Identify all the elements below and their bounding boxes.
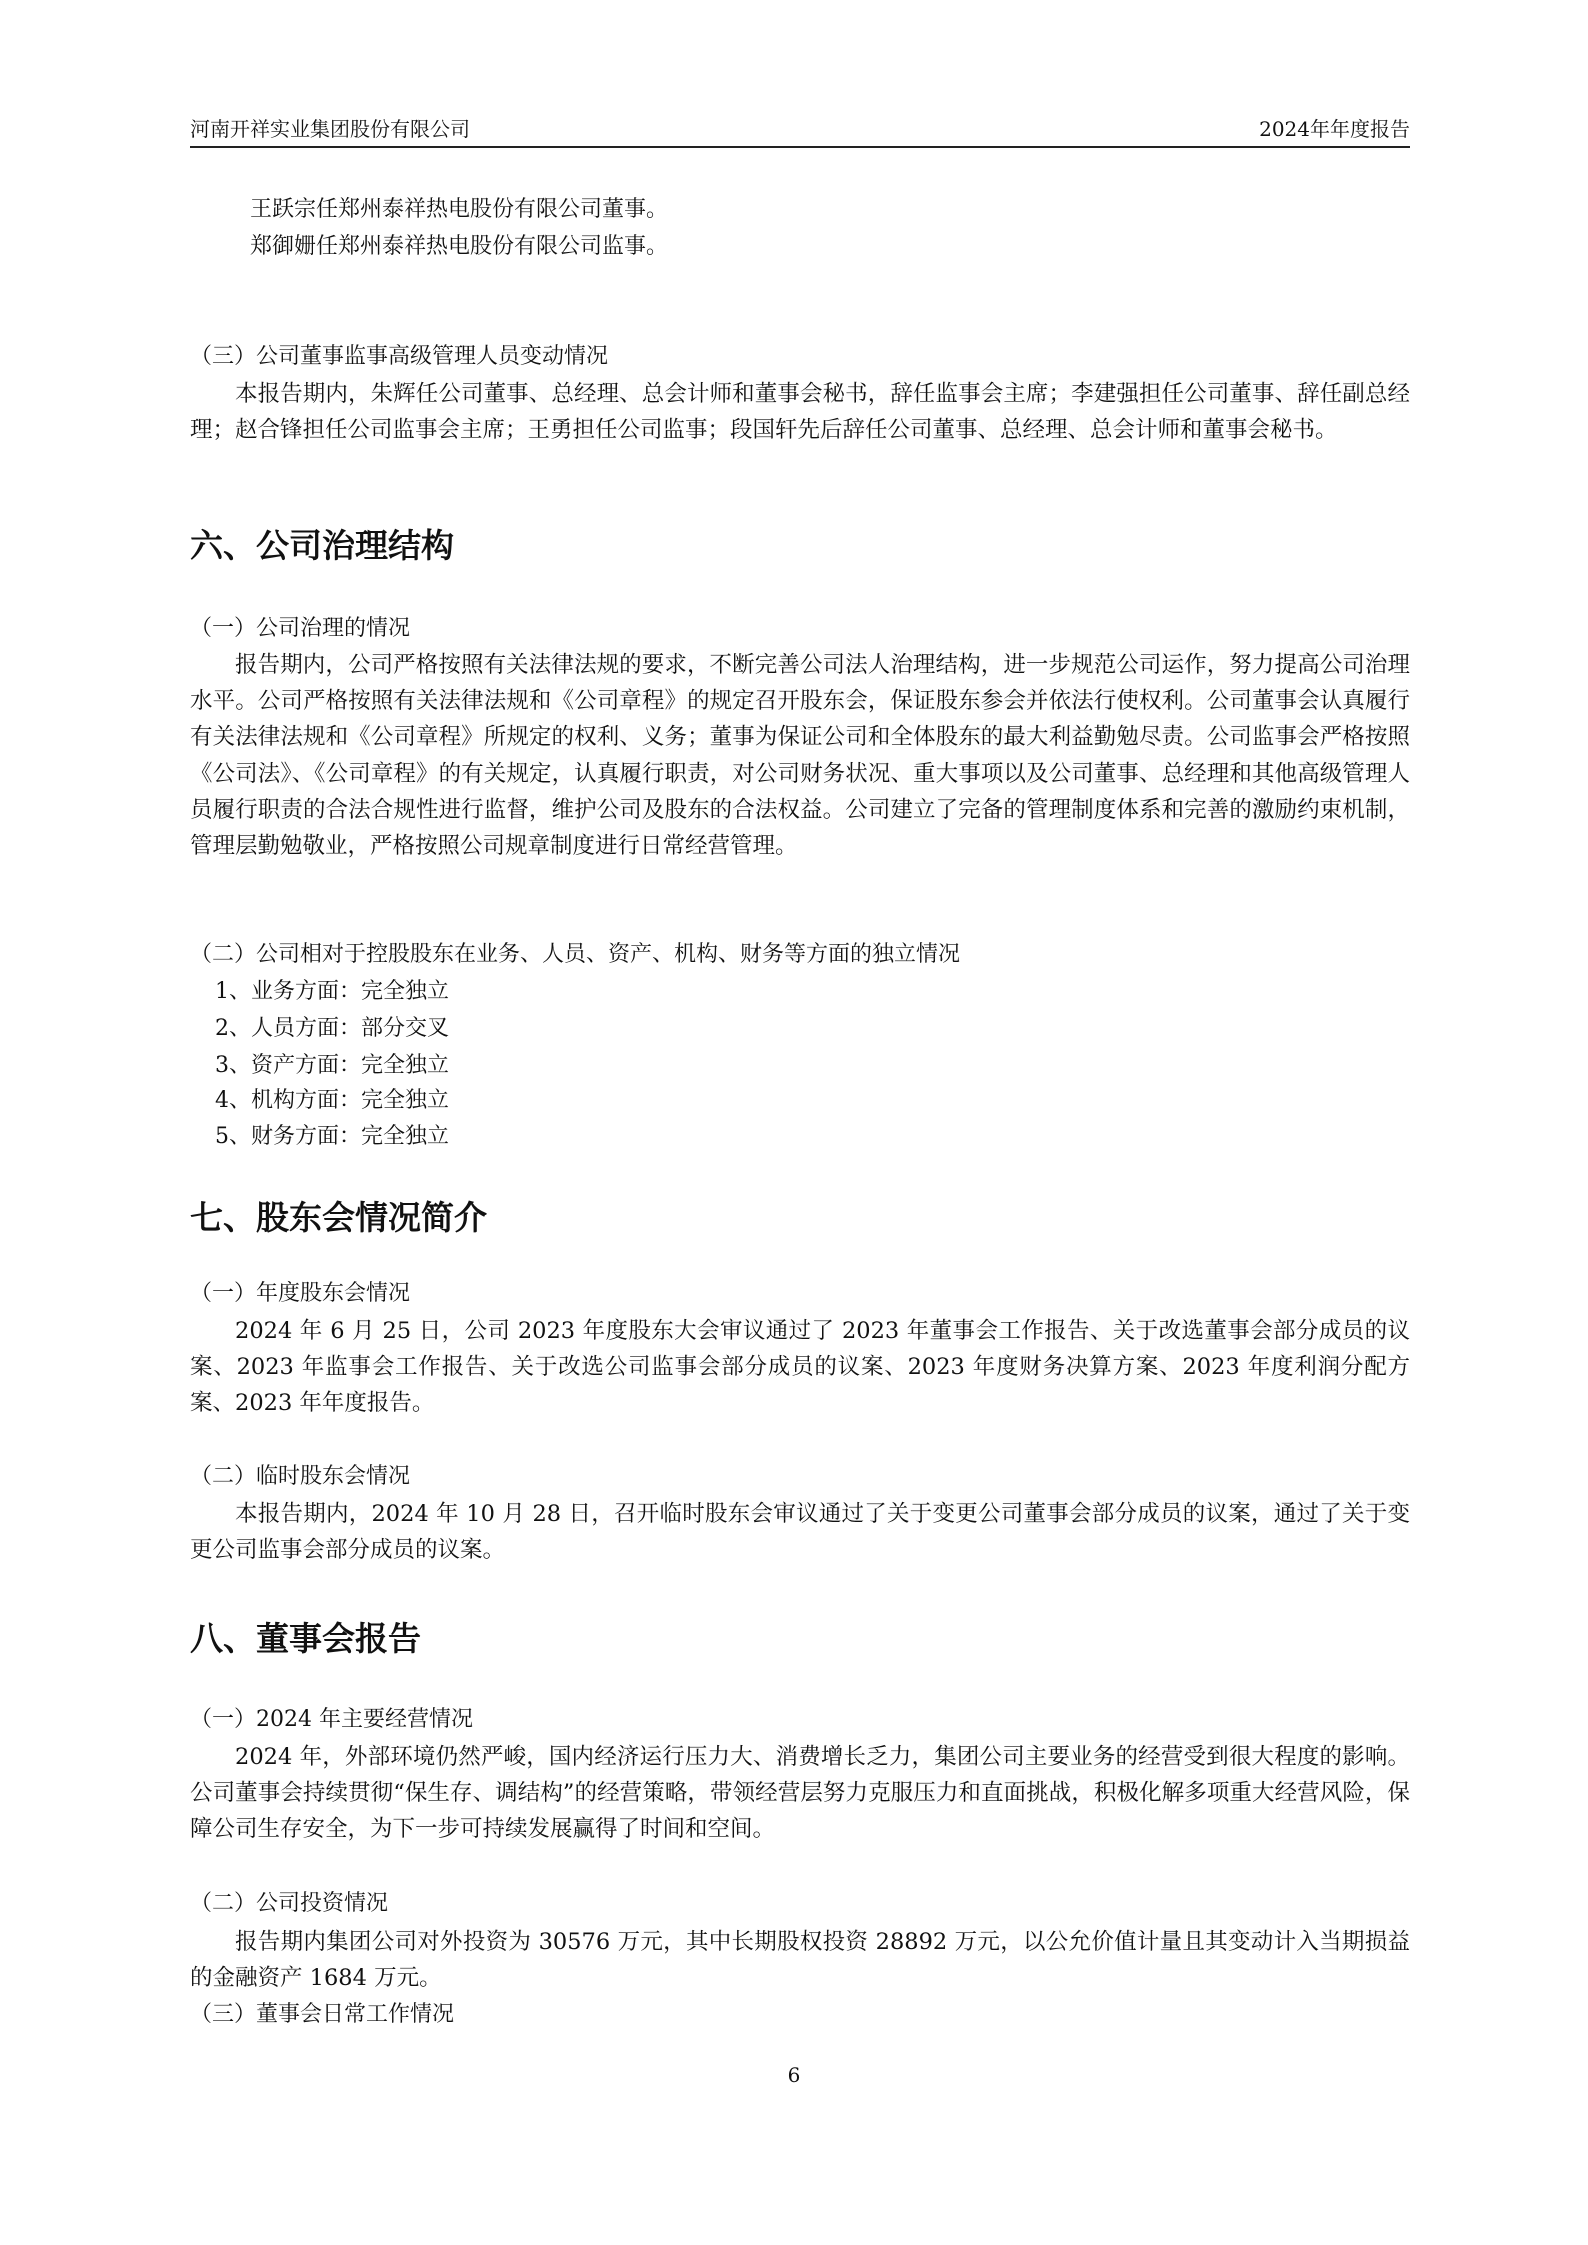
section-7-heading: 七、股东会情况简介 [190,1198,487,1237]
s6-item-3: 3、资产方面：完全独立 [215,1053,449,1078]
s6-sub2-title: （二）公司相对于控股股东在业务、人员、资产、机构、财务等方面的独立情况 [190,942,961,967]
s6-item-2: 2、人员方面：部分交叉 [215,1016,449,1041]
s6-item-5: 5、财务方面：完全独立 [215,1124,449,1149]
s6-sub1-title: （一）公司治理的情况 [190,616,411,641]
s8-sub2-title: （二）公司投资情况 [190,1891,389,1916]
s7-sub1-title: （一）年度股东会情况 [190,1281,411,1306]
s6-item-1: 1、业务方面：完全独立 [215,979,449,1004]
s7-sub2-body: 本报告期内，2024 年 10 月 28 日，召开临时股东会审议通过了关于变更公司董事会部分成员的议案，通过了关于变更公司监事会部分成员的议案。 [190,1501,1410,1564]
s6-item-4: 4、机构方面：完全独立 [215,1088,449,1113]
header-company: 河南开祥实业集团股份有限公司 [190,117,470,141]
top-line-2: 郑御姗任郑州泰祥热电股份有限公司监事。 [250,234,669,259]
s6-sub1-body: 报告期内，公司严格按照有关法律法规的要求，不断完善公司法人治理结构，进一步规范公司运作，努力提高公司治理水平。公司严格按照有关法律法规和《公司章程》的规定召开股东会，保证股东参会并依法行使权利。公司董事会认真履行有关法律法规和《公司章程》所规定的权利、义务；董事为保证公司和全体股东的最大利益勤勉尽责。公司监事会严格按照《公司法》、《公司章程》的有关规定，认真履行职责，对公司财务状况、重大事项以及公司董事、总经理和其他高级管理人员履行职责的合法合规性进行监督，维护公司及股东的合法权益。公司建立了完备的管理制度体系和完善的激励约束机制，管理层勤勉敬业，严格按照公司规章制度进行日常经营管理。 [190,652,1410,860]
page-header [190,116,1410,148]
s8-sub1-body: 2024 年，外部环境仍然严峻，国内经济运行压力大、消费增长乏力，集团公司主要业务的经营受到很大程度的影响。公司董事会持续贯彻“保生存、调结构”的经营策略，带领经营层努力克服压力和直面挑战，积极化解多项重大经营风险，保障公司生存安全，为下一步可持续发展赢得了时间和空间。 [190,1744,1410,1843]
page-number: 6 [787,2063,801,2087]
section-6-heading: 六、公司治理结构 [190,526,454,565]
s7-sub2-title: （二）临时股东会情况 [190,1464,411,1489]
s8-sub2-body: 报告期内集团公司对外投资为 30576 万元，其中长期股权投资 28892 万元，以公允价值计量且其变动计入当期损益的金融资产 1684 万元。 [190,1929,1410,1992]
s7-sub1-body: 2024 年 6 月 25 日，公司 2023 年度股东大会审议通过了 2023 年董事会工作报告、关于改选董事会部分成员的议案、2023 年监事会工作报告、关于改选公司监事会部分成员的议案、2023 年度财务决算方案、2023 年度利润分配方案、2023 年年度报告。 [190,1318,1410,1417]
s8-sub1-title: （一）2024 年主要经营情况 [190,1707,473,1732]
s8-sub3-title: （三）董事会日常工作情况 [190,2002,455,2027]
s5-sub3-body: 本报告期内，朱辉任公司董事、总经理、总会计师和董事会秘书，辞任监事会主席；李建强担任公司董事、辞任副总经理；赵合锋担任公司监事会主席；王勇担任公司监事；段国轩先后辞任公司董事、总经理、总会计师和董事会秘书。 [190,381,1410,444]
section-8-heading: 八、董事会报告 [190,1619,421,1658]
header-report-title: 2024年年度报告 [1259,117,1410,141]
s5-sub3-title: （三）公司董事监事高级管理人员变动情况 [190,344,609,369]
top-line-1: 王跃宗任郑州泰祥热电股份有限公司董事。 [250,197,669,222]
